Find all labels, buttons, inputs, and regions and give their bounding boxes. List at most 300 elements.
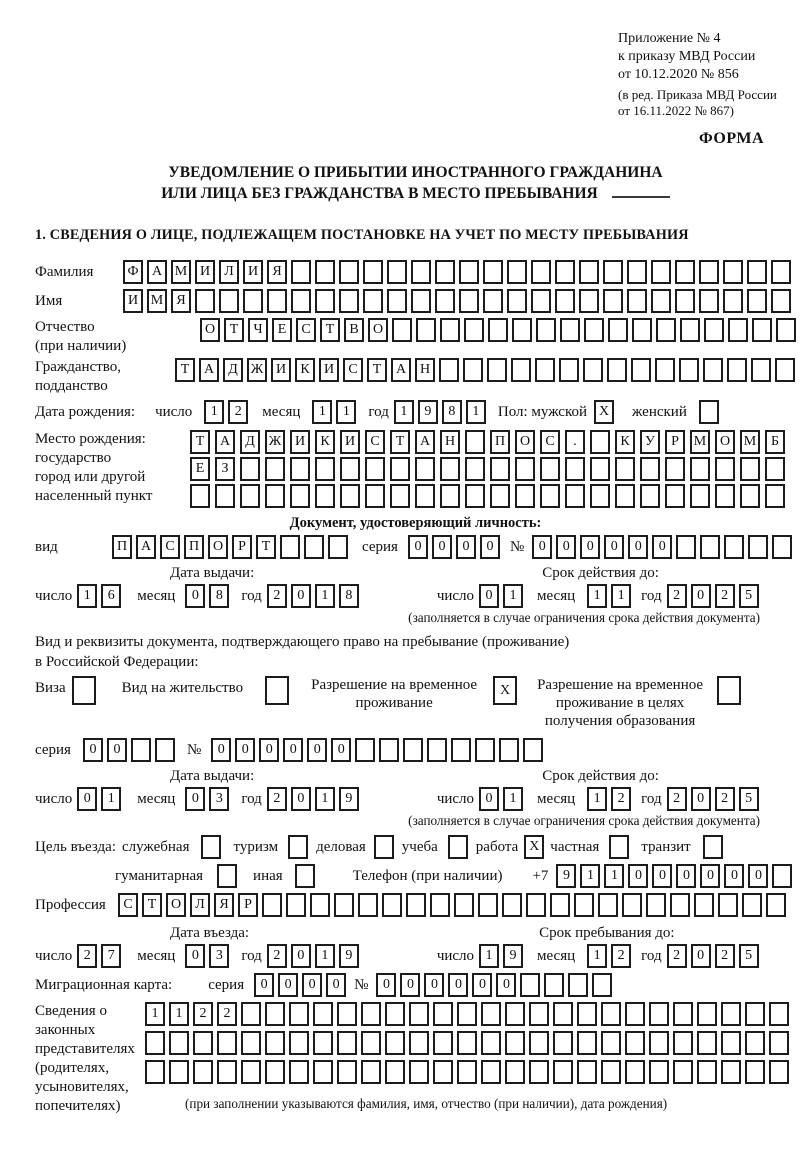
char-cell[interactable]: И [243, 260, 263, 284]
char-cell[interactable] [409, 1031, 429, 1055]
char-cell[interactable] [315, 260, 335, 284]
char-cell[interactable]: А [147, 260, 167, 284]
char-cell[interactable] [361, 1002, 381, 1026]
char-cell[interactable] [704, 318, 724, 342]
char-cell[interactable] [409, 1002, 429, 1026]
char-cell[interactable] [649, 1060, 669, 1084]
char-cell[interactable] [721, 1060, 741, 1084]
char-cell[interactable] [265, 457, 285, 481]
char-cell[interactable]: 1 [394, 400, 414, 424]
char-cell[interactable]: Б [765, 430, 785, 454]
char-cell[interactable] [740, 457, 760, 481]
char-cell[interactable] [697, 1031, 717, 1055]
char-cell[interactable]: 9 [339, 944, 359, 968]
char-cell[interactable] [608, 318, 628, 342]
char-cell[interactable] [464, 318, 484, 342]
char-cell[interactable] [718, 893, 738, 917]
char-cell[interactable] [553, 1060, 573, 1084]
char-cell[interactable] [483, 289, 503, 313]
char-cell[interactable] [598, 893, 618, 917]
char-cell[interactable]: П [490, 430, 510, 454]
char-cell[interactable]: 6 [101, 584, 121, 608]
char-cell[interactable] [411, 260, 431, 284]
char-cell[interactable]: 0 [628, 535, 648, 559]
char-cell[interactable]: 9 [503, 944, 523, 968]
char-cell[interactable]: 9 [418, 400, 438, 424]
char-cell[interactable]: 1 [204, 400, 224, 424]
char-cell[interactable]: 1 [587, 787, 607, 811]
char-cell[interactable] [680, 318, 700, 342]
char-cell[interactable] [459, 289, 479, 313]
char-cell[interactable] [502, 893, 522, 917]
char-cell[interactable]: М [147, 289, 167, 313]
char-cell[interactable] [583, 358, 603, 382]
char-cell[interactable] [550, 893, 570, 917]
purpose-transit-checkbox[interactable] [703, 835, 723, 859]
char-cell[interactable] [241, 1031, 261, 1055]
char-cell[interactable]: 2 [267, 944, 287, 968]
char-cell[interactable] [505, 1031, 525, 1055]
char-cell[interactable]: Т [224, 318, 244, 342]
char-cell[interactable]: М [740, 430, 760, 454]
char-cell[interactable]: А [415, 430, 435, 454]
char-cell[interactable] [515, 484, 535, 508]
char-cell[interactable] [289, 1002, 309, 1026]
char-cell[interactable]: О [515, 430, 535, 454]
char-cell[interactable]: 1 [336, 400, 356, 424]
char-cell[interactable]: Я [267, 260, 287, 284]
char-cell[interactable]: 5 [739, 944, 759, 968]
char-cell[interactable] [656, 318, 676, 342]
char-cell[interactable] [622, 893, 642, 917]
char-cell[interactable] [627, 260, 647, 284]
char-cell[interactable] [337, 1060, 357, 1084]
char-cell[interactable] [675, 289, 695, 313]
char-cell[interactable] [568, 973, 588, 997]
char-cell[interactable]: Р [232, 535, 252, 559]
char-cell[interactable] [365, 484, 385, 508]
char-cell[interactable] [690, 457, 710, 481]
char-cell[interactable]: Д [240, 430, 260, 454]
char-cell[interactable] [553, 1031, 573, 1055]
char-cell[interactable]: Е [272, 318, 292, 342]
char-cell[interactable]: 0 [326, 973, 346, 997]
char-cell[interactable] [361, 1031, 381, 1055]
temp-residence-checkbox[interactable]: X [493, 676, 517, 705]
char-cell[interactable] [145, 1060, 165, 1084]
char-cell[interactable] [490, 484, 510, 508]
char-cell[interactable]: С [540, 430, 560, 454]
char-cell[interactable] [217, 1031, 237, 1055]
char-cell[interactable] [219, 289, 239, 313]
char-cell[interactable]: 8 [339, 584, 359, 608]
char-cell[interactable] [590, 430, 610, 454]
char-cell[interactable]: У [640, 430, 660, 454]
char-cell[interactable]: 0 [185, 584, 205, 608]
char-cell[interactable] [409, 1060, 429, 1084]
char-cell[interactable] [310, 893, 330, 917]
char-cell[interactable]: 2 [667, 787, 687, 811]
char-cell[interactable]: 2 [217, 1002, 237, 1026]
char-cell[interactable]: Ч [248, 318, 268, 342]
char-cell[interactable] [603, 260, 623, 284]
char-cell[interactable]: А [215, 430, 235, 454]
char-cell[interactable] [699, 260, 719, 284]
char-cell[interactable]: 0 [652, 864, 672, 888]
char-cell[interactable] [676, 535, 696, 559]
char-cell[interactable]: 1 [77, 584, 97, 608]
char-cell[interactable]: И [195, 260, 215, 284]
char-cell[interactable]: Т [256, 535, 276, 559]
char-cell[interactable] [291, 260, 311, 284]
char-cell[interactable] [390, 457, 410, 481]
char-cell[interactable]: 0 [691, 584, 711, 608]
char-cell[interactable] [481, 1060, 501, 1084]
female-checkbox[interactable] [699, 400, 719, 424]
char-cell[interactable] [529, 1031, 549, 1055]
char-cell[interactable] [769, 1031, 789, 1055]
char-cell[interactable] [286, 893, 306, 917]
char-cell[interactable] [665, 457, 685, 481]
char-cell[interactable]: 0 [556, 535, 576, 559]
char-cell[interactable] [747, 289, 767, 313]
char-cell[interactable] [559, 358, 579, 382]
char-cell[interactable] [392, 318, 412, 342]
char-cell[interactable] [433, 1031, 453, 1055]
char-cell[interactable] [415, 484, 435, 508]
char-cell[interactable] [403, 738, 423, 762]
char-cell[interactable] [507, 289, 527, 313]
char-cell[interactable] [675, 260, 695, 284]
char-cell[interactable] [679, 358, 699, 382]
char-cell[interactable] [742, 893, 762, 917]
char-cell[interactable]: С [343, 358, 363, 382]
char-cell[interactable] [290, 484, 310, 508]
char-cell[interactable]: 9 [339, 787, 359, 811]
char-cell[interactable] [155, 738, 175, 762]
char-cell[interactable]: 1 [169, 1002, 189, 1026]
char-cell[interactable]: 0 [307, 738, 327, 762]
char-cell[interactable] [505, 1060, 525, 1084]
char-cell[interactable]: 1 [466, 400, 486, 424]
char-cell[interactable]: К [295, 358, 315, 382]
char-cell[interactable]: 0 [448, 973, 468, 997]
char-cell[interactable] [439, 358, 459, 382]
char-cell[interactable]: 0 [472, 973, 492, 997]
char-cell[interactable] [451, 738, 471, 762]
char-cell[interactable] [382, 893, 402, 917]
temp-residence-edu-checkbox[interactable] [717, 676, 741, 705]
char-cell[interactable] [651, 260, 671, 284]
char-cell[interactable] [478, 893, 498, 917]
char-cell[interactable]: 0 [291, 787, 311, 811]
char-cell[interactable]: 0 [700, 864, 720, 888]
char-cell[interactable] [745, 1002, 765, 1026]
char-cell[interactable] [440, 484, 460, 508]
char-cell[interactable] [579, 260, 599, 284]
char-cell[interactable] [385, 1002, 405, 1026]
char-cell[interactable] [670, 893, 690, 917]
char-cell[interactable] [715, 457, 735, 481]
char-cell[interactable] [625, 1002, 645, 1026]
char-cell[interactable] [752, 318, 772, 342]
char-cell[interactable] [700, 535, 720, 559]
purpose-humanitarian-checkbox[interactable] [217, 864, 237, 888]
char-cell[interactable]: К [315, 430, 335, 454]
char-cell[interactable]: Н [415, 358, 435, 382]
char-cell[interactable]: К [615, 430, 635, 454]
char-cell[interactable]: О [715, 430, 735, 454]
char-cell[interactable] [531, 260, 551, 284]
char-cell[interactable] [776, 318, 796, 342]
char-cell[interactable] [340, 484, 360, 508]
char-cell[interactable] [361, 1060, 381, 1084]
char-cell[interactable] [131, 738, 151, 762]
char-cell[interactable]: 0 [291, 944, 311, 968]
char-cell[interactable] [217, 1060, 237, 1084]
char-cell[interactable] [727, 358, 747, 382]
char-cell[interactable]: И [271, 358, 291, 382]
char-cell[interactable] [520, 973, 540, 997]
purpose-private-checkbox[interactable] [609, 835, 629, 859]
char-cell[interactable] [769, 1060, 789, 1084]
char-cell[interactable] [507, 260, 527, 284]
char-cell[interactable]: Я [171, 289, 191, 313]
char-cell[interactable]: М [690, 430, 710, 454]
char-cell[interactable]: 0 [259, 738, 279, 762]
char-cell[interactable] [515, 457, 535, 481]
char-cell[interactable] [649, 1031, 669, 1055]
char-cell[interactable] [646, 893, 666, 917]
char-cell[interactable] [603, 289, 623, 313]
char-cell[interactable]: 2 [267, 787, 287, 811]
char-cell[interactable]: 9 [556, 864, 576, 888]
char-cell[interactable] [535, 358, 555, 382]
purpose-study-checkbox[interactable] [448, 835, 468, 859]
char-cell[interactable]: 1 [312, 400, 332, 424]
char-cell[interactable]: 0 [432, 535, 452, 559]
char-cell[interactable]: 0 [83, 738, 103, 762]
char-cell[interactable] [590, 484, 610, 508]
char-cell[interactable]: Д [223, 358, 243, 382]
char-cell[interactable] [721, 1002, 741, 1026]
char-cell[interactable] [615, 457, 635, 481]
char-cell[interactable] [169, 1031, 189, 1055]
char-cell[interactable]: 0 [580, 535, 600, 559]
char-cell[interactable]: Ф [123, 260, 143, 284]
char-cell[interactable]: Я [214, 893, 234, 917]
char-cell[interactable] [304, 535, 324, 559]
char-cell[interactable]: 1 [101, 787, 121, 811]
char-cell[interactable]: 7 [101, 944, 121, 968]
char-cell[interactable] [577, 1031, 597, 1055]
char-cell[interactable]: 0 [456, 535, 476, 559]
char-cell[interactable]: 3 [209, 787, 229, 811]
char-cell[interactable] [723, 260, 743, 284]
char-cell[interactable] [769, 1002, 789, 1026]
char-cell[interactable]: . [565, 430, 585, 454]
char-cell[interactable] [771, 260, 791, 284]
male-checkbox[interactable]: X [594, 400, 614, 424]
char-cell[interactable] [430, 893, 450, 917]
char-cell[interactable] [775, 358, 795, 382]
char-cell[interactable] [724, 535, 744, 559]
char-cell[interactable]: З [215, 457, 235, 481]
char-cell[interactable] [703, 358, 723, 382]
residence-permit-checkbox[interactable] [265, 676, 289, 705]
char-cell[interactable] [723, 289, 743, 313]
char-cell[interactable] [328, 535, 348, 559]
char-cell[interactable]: 0 [211, 738, 231, 762]
char-cell[interactable] [387, 260, 407, 284]
char-cell[interactable] [340, 457, 360, 481]
char-cell[interactable]: Л [190, 893, 210, 917]
char-cell[interactable]: 2 [715, 584, 735, 608]
char-cell[interactable]: Е [190, 457, 210, 481]
char-cell[interactable]: П [112, 535, 132, 559]
char-cell[interactable] [487, 358, 507, 382]
char-cell[interactable] [385, 1060, 405, 1084]
char-cell[interactable]: А [199, 358, 219, 382]
char-cell[interactable]: 1 [587, 584, 607, 608]
char-cell[interactable]: Р [238, 893, 258, 917]
char-cell[interactable]: 0 [331, 738, 351, 762]
char-cell[interactable] [526, 893, 546, 917]
char-cell[interactable]: 0 [185, 944, 205, 968]
char-cell[interactable]: 0 [748, 864, 768, 888]
char-cell[interactable] [555, 260, 575, 284]
char-cell[interactable] [483, 260, 503, 284]
char-cell[interactable] [579, 289, 599, 313]
char-cell[interactable] [499, 738, 519, 762]
char-cell[interactable] [673, 1060, 693, 1084]
char-cell[interactable]: Н [440, 430, 460, 454]
char-cell[interactable] [601, 1002, 621, 1026]
char-cell[interactable] [193, 1031, 213, 1055]
char-cell[interactable] [697, 1002, 717, 1026]
char-cell[interactable]: 0 [77, 787, 97, 811]
char-cell[interactable]: Ж [247, 358, 267, 382]
char-cell[interactable]: 0 [604, 535, 624, 559]
char-cell[interactable] [415, 457, 435, 481]
char-cell[interactable]: 0 [408, 535, 428, 559]
char-cell[interactable]: 0 [291, 584, 311, 608]
char-cell[interactable] [241, 1002, 261, 1026]
char-cell[interactable] [615, 484, 635, 508]
char-cell[interactable] [673, 1031, 693, 1055]
char-cell[interactable]: 8 [442, 400, 462, 424]
char-cell[interactable]: 0 [278, 973, 298, 997]
purpose-work-checkbox[interactable]: X [524, 835, 544, 859]
char-cell[interactable] [565, 484, 585, 508]
char-cell[interactable]: 1 [315, 944, 335, 968]
char-cell[interactable] [771, 289, 791, 313]
char-cell[interactable] [337, 1031, 357, 1055]
char-cell[interactable]: 3 [209, 944, 229, 968]
char-cell[interactable] [280, 535, 300, 559]
char-cell[interactable] [315, 457, 335, 481]
char-cell[interactable] [190, 484, 210, 508]
char-cell[interactable]: И [123, 289, 143, 313]
char-cell[interactable] [715, 484, 735, 508]
char-cell[interactable]: 2 [667, 584, 687, 608]
char-cell[interactable]: 1 [611, 584, 631, 608]
char-cell[interactable] [745, 1060, 765, 1084]
char-cell[interactable] [655, 358, 675, 382]
char-cell[interactable]: Т [190, 430, 210, 454]
char-cell[interactable] [555, 289, 575, 313]
char-cell[interactable]: 0 [107, 738, 127, 762]
char-cell[interactable] [649, 1002, 669, 1026]
char-cell[interactable] [427, 738, 447, 762]
char-cell[interactable]: 0 [691, 944, 711, 968]
char-cell[interactable] [574, 893, 594, 917]
char-cell[interactable] [390, 484, 410, 508]
char-cell[interactable] [627, 289, 647, 313]
char-cell[interactable]: О [368, 318, 388, 342]
purpose-tourism-checkbox[interactable] [288, 835, 308, 859]
char-cell[interactable] [265, 1031, 285, 1055]
char-cell[interactable] [565, 457, 585, 481]
purpose-official-checkbox[interactable] [201, 835, 221, 859]
char-cell[interactable] [459, 260, 479, 284]
char-cell[interactable] [315, 484, 335, 508]
char-cell[interactable] [363, 289, 383, 313]
char-cell[interactable] [544, 973, 564, 997]
char-cell[interactable]: Ж [265, 430, 285, 454]
char-cell[interactable] [265, 1002, 285, 1026]
char-cell[interactable]: 1 [580, 864, 600, 888]
char-cell[interactable]: 5 [739, 584, 759, 608]
char-cell[interactable]: С [365, 430, 385, 454]
char-cell[interactable] [289, 1031, 309, 1055]
char-cell[interactable]: 1 [479, 944, 499, 968]
char-cell[interactable] [315, 289, 335, 313]
visa-checkbox[interactable] [72, 676, 96, 705]
char-cell[interactable]: 0 [185, 787, 205, 811]
char-cell[interactable] [765, 457, 785, 481]
char-cell[interactable]: 0 [532, 535, 552, 559]
char-cell[interactable] [365, 457, 385, 481]
char-cell[interactable] [590, 457, 610, 481]
char-cell[interactable]: 0 [628, 864, 648, 888]
char-cell[interactable] [385, 1031, 405, 1055]
char-cell[interactable]: С [296, 318, 316, 342]
char-cell[interactable]: О [166, 893, 186, 917]
char-cell[interactable] [523, 738, 543, 762]
char-cell[interactable]: О [200, 318, 220, 342]
char-cell[interactable] [529, 1060, 549, 1084]
char-cell[interactable] [313, 1002, 333, 1026]
char-cell[interactable] [379, 738, 399, 762]
char-cell[interactable] [553, 1002, 573, 1026]
char-cell[interactable]: 0 [691, 787, 711, 811]
char-cell[interactable] [745, 1031, 765, 1055]
char-cell[interactable] [481, 1031, 501, 1055]
char-cell[interactable] [435, 289, 455, 313]
char-cell[interactable]: Т [367, 358, 387, 382]
char-cell[interactable] [435, 260, 455, 284]
char-cell[interactable] [433, 1002, 453, 1026]
char-cell[interactable] [490, 457, 510, 481]
char-cell[interactable] [440, 318, 460, 342]
char-cell[interactable] [747, 260, 767, 284]
char-cell[interactable] [433, 1060, 453, 1084]
char-cell[interactable]: 1 [315, 584, 335, 608]
char-cell[interactable] [406, 893, 426, 917]
char-cell[interactable] [240, 457, 260, 481]
char-cell[interactable]: 2 [77, 944, 97, 968]
